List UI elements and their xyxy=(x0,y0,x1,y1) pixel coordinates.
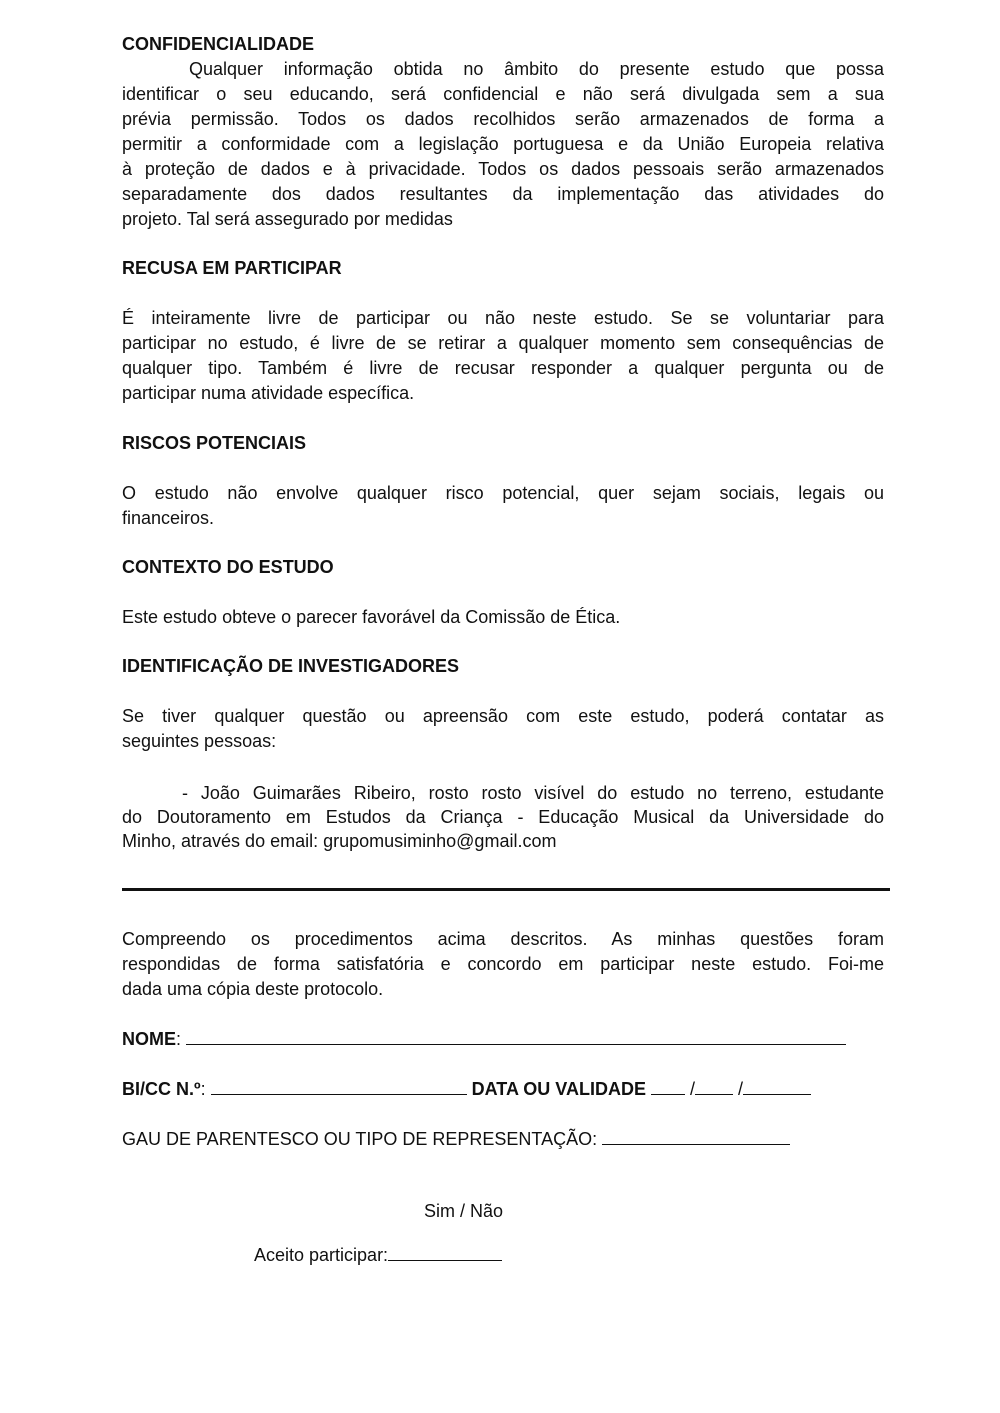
text-line: qualquer tipo. Também é livre de recusar responder a qualquer pergunta ou de xyxy=(122,358,884,378)
consent-statement xyxy=(122,927,884,1002)
date-day-field[interactable] xyxy=(651,1076,685,1095)
section-divider xyxy=(122,888,890,891)
text-line: prévia permissão. Todos os dados recolhidos serão armazenados de forma a xyxy=(122,109,884,129)
text-line: dada uma cópia deste protocolo. xyxy=(122,979,384,999)
id-date-row xyxy=(122,1076,811,1102)
paragraph-recusa xyxy=(122,306,884,406)
paragraph-confidencialidade xyxy=(122,57,884,232)
section-title-recusa: RECUSA EM PARTICIPAR xyxy=(122,258,342,278)
date-slash: / xyxy=(738,1079,744,1099)
nome-label: NOME xyxy=(122,1029,176,1049)
date-month-field[interactable] xyxy=(695,1076,733,1095)
text-line: à proteção de dados e à privacidade. Todos os dados pessoais serão armazenados xyxy=(122,159,884,179)
section-title-confidencialidade: CONFIDENCIALIDADE xyxy=(122,34,314,54)
text-line: - João Guimarães Ribeiro, rosto rosto visível do estudo no terreno, estudante xyxy=(182,783,884,803)
text-line: Compreendo os procedimentos acima descritos. As minhas questões foram xyxy=(122,929,884,949)
parentesco-label: GAU DE PARENTESCO OU TIPO DE REPRESENTAÇÃO: xyxy=(122,1129,598,1149)
text-line: permitir a conformidade com a legislação portuguesa e da União Europeia relativa xyxy=(122,134,884,154)
section-title-riscos: RISCOS POTENCIAIS xyxy=(122,433,307,453)
text-line: Se tiver qualquer questão ou apreensão com este estudo, poderá contatar as xyxy=(122,706,884,726)
text-line: identificar o seu educando, será confidencial e não será divulgada sem a sua xyxy=(122,84,884,104)
text-line: O estudo não envolve qualquer risco potencial, quer sejam sociais, legais ou xyxy=(122,483,884,503)
text-line: seguintes pessoas: xyxy=(122,731,277,751)
bicc-field[interactable] xyxy=(211,1076,467,1095)
aceito-row xyxy=(254,1242,502,1268)
text-line: separadamente dos dados resultantes da implementação das atividades do xyxy=(122,184,884,204)
parentesco-field[interactable] xyxy=(602,1126,790,1145)
nome-row xyxy=(122,1026,846,1052)
text-line: Este estudo obteve o parecer favorável da Comissão de Ética. xyxy=(122,607,621,627)
sim-nao-options: Sim / Não xyxy=(424,1201,504,1221)
bicc-label: BI/CC N.º xyxy=(122,1079,201,1099)
aceito-field[interactable] xyxy=(388,1242,502,1261)
nome-field[interactable] xyxy=(186,1026,846,1045)
date-year-field[interactable] xyxy=(743,1076,811,1095)
text-line: Qualquer informação obtida no âmbito do presente estudo que possa xyxy=(189,59,884,79)
nome-separator: : xyxy=(176,1029,182,1049)
paragraph-riscos xyxy=(122,481,884,531)
text-line: participar numa atividade específica. xyxy=(122,383,415,403)
text-line: financeiros. xyxy=(122,508,215,528)
data-validade-label: DATA OU VALIDADE xyxy=(471,1079,646,1099)
text-line: projeto. Tal será assegurado por medidas xyxy=(122,209,453,229)
parentesco-row xyxy=(122,1126,790,1152)
aceito-label: Aceito participar: xyxy=(254,1245,389,1265)
text-line: É inteiramente livre de participar ou não neste estudo. Se se voluntariar para xyxy=(122,308,884,328)
date-slash: / xyxy=(689,1079,695,1099)
paragraph-contexto xyxy=(122,605,884,630)
text-line: respondidas de forma satisfatória e concordo em participar neste estudo. Foi-me xyxy=(122,954,884,974)
paragraph-identificacao xyxy=(122,704,884,754)
section-title-contexto: CONTEXTO DO ESTUDO xyxy=(122,557,334,577)
text-line: Minho, através do email: grupomusiminho@gmail.com xyxy=(122,831,557,851)
investigator-contact xyxy=(122,781,884,853)
text-line: participar no estudo, é livre de se retirar a qualquer momento sem consequências de xyxy=(122,333,884,353)
text-line: do Doutoramento em Estudos da Criança - Educação Musical da Universidade do xyxy=(122,807,884,827)
bicc-separator: : xyxy=(200,1079,206,1099)
section-title-identificacao: IDENTIFICAÇÃO DE INVESTIGADORES xyxy=(122,656,460,676)
